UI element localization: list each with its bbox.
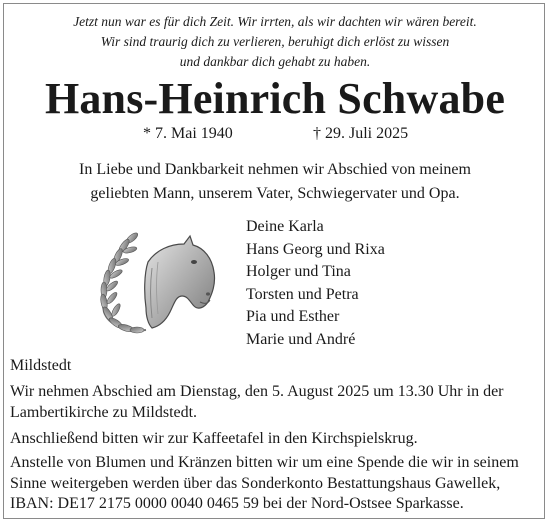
poem-line: Wir sind traurig dich zu verlieren, beruhigt dich erlöst zu wissen bbox=[100, 34, 450, 49]
donation-notice bbox=[10, 453, 540, 515]
donation-line: IBAN: DE17 2175 0000 0040 0465 59 bei der Nord-Ostsee Sparkasse. bbox=[10, 495, 464, 512]
poem-line: Jetzt nun war es für dich Zeit. Wir irrten, als wir dachten wir wären bereit. bbox=[73, 14, 477, 29]
family-list bbox=[246, 216, 385, 351]
family-member: Holger und Tina bbox=[246, 263, 351, 280]
deceased-name: Hans-Heinrich Schwabe bbox=[44, 74, 506, 123]
coffee-line: Anschließend bitten wir zur Kaffeetafel in den Kirchspielskrug. bbox=[10, 430, 418, 447]
death-date: † 29. Juli 2025 bbox=[313, 125, 409, 142]
place-name: Mildstedt bbox=[10, 357, 72, 374]
horse-head-with-laurel-wreath-icon bbox=[90, 228, 220, 340]
intro-line: geliebten Mann, unserem Vater, Schwiegervater und Opa. bbox=[90, 185, 460, 202]
intro-line: In Liebe und Dankbarkeit nehmen wir Abschied von meinem bbox=[79, 161, 471, 178]
family-member: Deine Karla bbox=[246, 218, 324, 235]
farewell-intro bbox=[0, 158, 550, 206]
service-line: Wir nehmen Abschied am Dienstag, den 5. August 2025 um 13.30 Uhr in der bbox=[10, 383, 504, 400]
family-member: Pia und Esther bbox=[246, 308, 340, 325]
family-member: Hans Georg und Rixa bbox=[246, 240, 385, 258]
memorial-poem bbox=[0, 12, 550, 72]
donation-line: Sinne weitergeben werden über das Sonderkonto Bestattungshaus Gawellek, bbox=[10, 474, 501, 492]
poem-line: und dankbar dich gehabt zu haben. bbox=[179, 54, 371, 69]
service-notice bbox=[10, 382, 540, 423]
donation-line: Anstelle von Blumen und Kränzen bitten wir um eine Spende die wir in seinem bbox=[10, 454, 519, 471]
birth-date: * 7. Mai 1940 bbox=[143, 125, 233, 142]
coffee-notice bbox=[10, 429, 540, 450]
family-member: Torsten und Petra bbox=[246, 285, 359, 303]
service-line: Lambertikirche zu Mildstedt. bbox=[10, 403, 198, 421]
family-member: Marie und André bbox=[246, 330, 356, 348]
